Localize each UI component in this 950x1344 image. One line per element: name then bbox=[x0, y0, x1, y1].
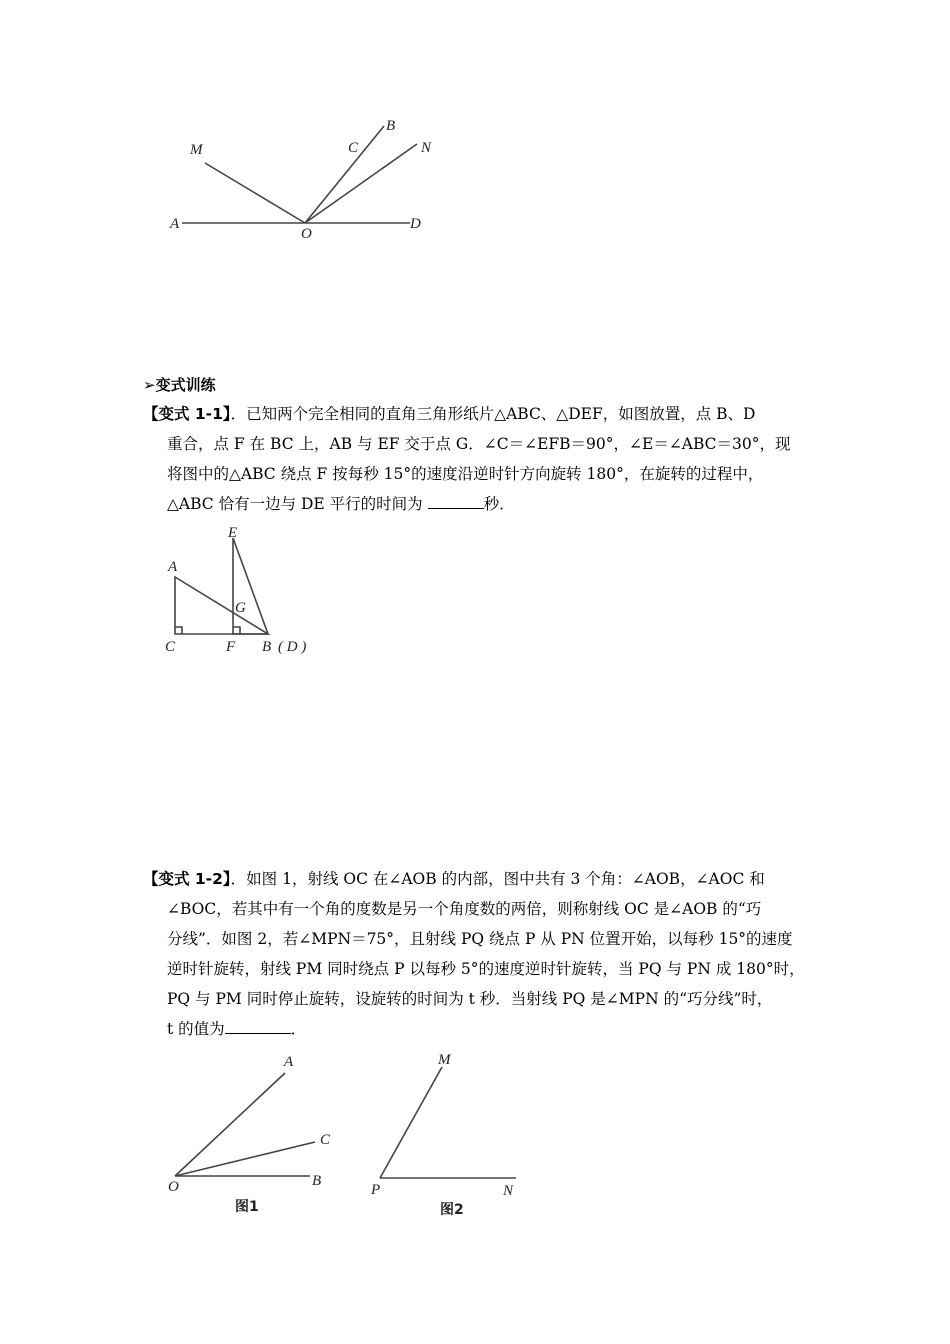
q2-line6 bbox=[143, 1014, 823, 1044]
ray-ON bbox=[305, 144, 417, 223]
ray-OM bbox=[205, 163, 305, 223]
q2-line1: ．如图 1，射线 OC 在∠AOB 的内部，图中共有 3 个角：∠AOB，∠AOC 和 bbox=[230, 870, 765, 888]
q1-line4 bbox=[143, 489, 823, 519]
figure-2-caption: 图2 bbox=[440, 1202, 464, 1218]
answer-blank bbox=[225, 1017, 291, 1034]
label-D: D bbox=[410, 216, 421, 232]
ray-OA bbox=[175, 1073, 285, 1176]
label-A: A bbox=[170, 216, 180, 232]
q2-line6-text: t 的值为 bbox=[167, 1020, 225, 1038]
question-label: 【变式 1-2】 bbox=[143, 870, 231, 888]
label-E: E bbox=[228, 525, 238, 541]
label-C: C bbox=[165, 639, 176, 655]
label-A: A bbox=[284, 1054, 294, 1070]
label-D: ( D ) bbox=[278, 639, 307, 655]
q2-line5: PQ 与 PM 同时停止旋转，设旋转的时间为 t 秒．当射线 PQ 是∠MPN 的“巧分线”时， bbox=[167, 990, 773, 1008]
label-M: M bbox=[438, 1052, 451, 1068]
label-O: O bbox=[168, 1179, 179, 1195]
q1-line4-unit: 秒． bbox=[483, 495, 515, 513]
label-M: M bbox=[190, 142, 203, 158]
question-label: 【变式 1-1】 bbox=[143, 405, 231, 423]
label-B: B bbox=[262, 639, 272, 655]
figure-2 bbox=[360, 1045, 540, 1220]
question-1-1 bbox=[143, 399, 823, 519]
label-C: C bbox=[320, 1132, 331, 1148]
label-B: B bbox=[386, 118, 396, 134]
triangle-ABC bbox=[175, 577, 268, 634]
q1-line2: 重合，点 F 在 BC 上，AB 与 EF 交于点 G．∠C＝∠EFB＝90°，∠E＝∠ABC＝30°，现 bbox=[167, 435, 791, 453]
label-C: C bbox=[348, 140, 359, 156]
section-title: ➢变式训练 bbox=[143, 376, 216, 394]
q2-line6-end: ． bbox=[290, 1020, 307, 1038]
ray-OC bbox=[175, 1142, 315, 1176]
figure-1 bbox=[160, 1045, 350, 1220]
label-B: B bbox=[312, 1173, 322, 1189]
figure-rays-top bbox=[160, 110, 460, 245]
label-N: N bbox=[503, 1183, 514, 1199]
label-P: P bbox=[371, 1182, 381, 1198]
figure-1-caption: 图1 bbox=[235, 1199, 259, 1215]
q1-line3: 将图中的△ABC 绕点 F 按每秒 15°的速度沿逆时针方向旋转 180°，在旋转的过程中， bbox=[167, 465, 764, 483]
question-1-2 bbox=[143, 864, 823, 1044]
answer-blank bbox=[428, 492, 484, 509]
q1-line1: ．已知两个完全相同的直角三角形纸片△ABC、△DEF，如图放置，点 B、D bbox=[230, 405, 756, 423]
q1-line4-text: △ABC 恰有一边与 DE 平行的时间为 bbox=[167, 495, 423, 513]
label-O: O bbox=[301, 226, 312, 242]
ray-PM bbox=[380, 1067, 442, 1178]
right-angle-C bbox=[175, 627, 182, 634]
q2-line4: 逆时针旋转，射线 PM 同时绕点 P 以每秒 5°的速度逆时针旋转，当 PQ 与 PN 成 180°时， bbox=[167, 960, 805, 978]
label-F: F bbox=[226, 639, 236, 655]
q2-line2: ∠BOC，若其中有一个角的度数是另一个角度数的两倍，则称射线 OC 是∠AOB 的“巧 bbox=[167, 900, 762, 918]
label-N: N bbox=[421, 140, 432, 156]
ray-OB bbox=[305, 126, 384, 223]
label-A: A bbox=[168, 559, 178, 575]
q2-line3: 分线”．如图 2，若∠MPN＝75°，且射线 PQ 绕点 P 从 PN 位置开始，以每秒 15°的速度 bbox=[167, 930, 793, 948]
label-G: G bbox=[235, 600, 246, 616]
triangle-DEF bbox=[233, 538, 268, 634]
figure-triangles bbox=[160, 520, 340, 660]
right-angle-F bbox=[233, 627, 240, 634]
